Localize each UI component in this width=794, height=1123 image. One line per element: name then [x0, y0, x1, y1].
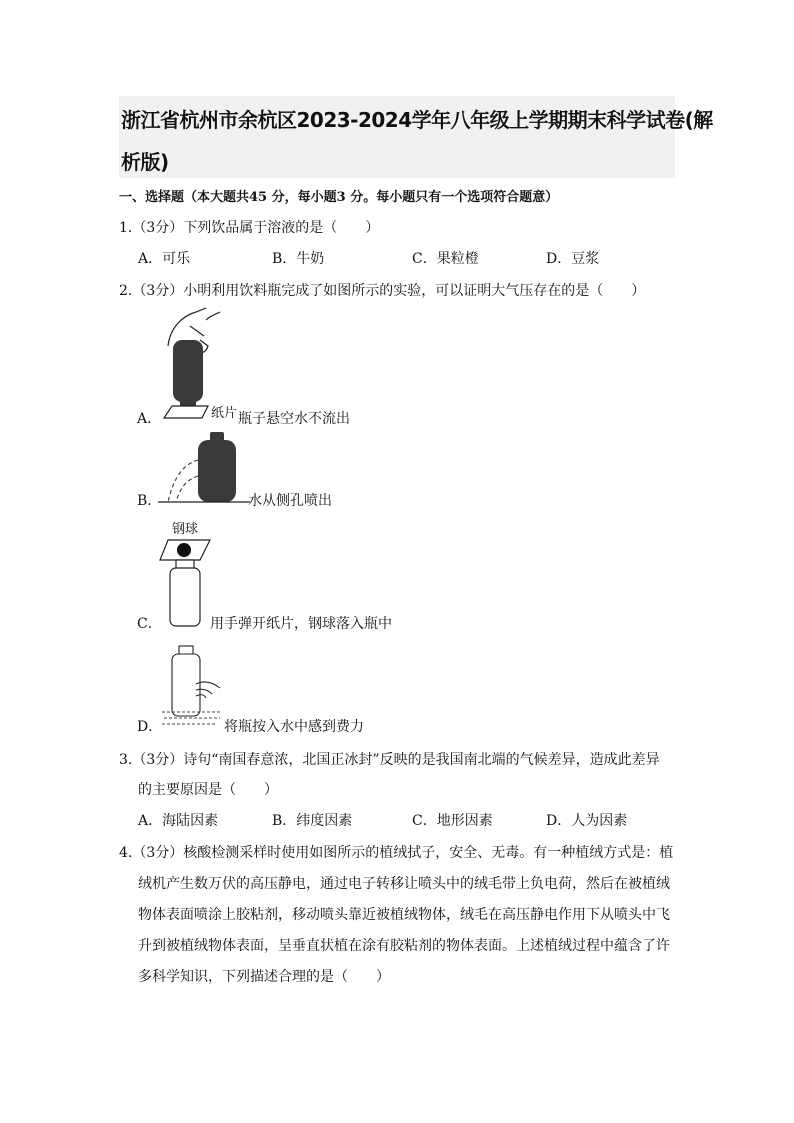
question-1-stem: 1.（3分）下列饮品属于溶液的是（ ）: [119, 220, 380, 236]
question-2-stem: 2.（3分）小明利用饮料瓶完成了如图所示的实验，可以证明大气压存在的是（ ）: [119, 283, 646, 299]
figure-a-paper-label: 纸片: [211, 406, 238, 421]
page-title-line-1: 浙江省杭州市余杭区2023-2024学年八年级上学期期末科学试卷(解: [121, 108, 713, 132]
question-4-stem-line-4: 升到被植绒物体表面，呈垂直状植在涂有胶粘剂的物体表面。上述植绒过程中蕴含了许: [138, 938, 670, 954]
section-heading: 一、选择题（本大题共45 分，每小题3 分。每小题只有一个选项符合题意）: [119, 190, 559, 205]
question-4-stem-line-2: 绒机产生数万伏的高压静电，通过电子转移让喷头中的绒毛带上负电荷，然后在被植绒: [138, 876, 670, 892]
question-1-option-d: D．豆浆: [546, 251, 600, 267]
page-title-line-2: 析版): [121, 150, 169, 174]
figure-b-caption: 水从侧孔喷出: [248, 493, 332, 509]
figure-c-ball-bottle: [160, 538, 212, 628]
question-1-option-c: C．果粒橙: [412, 251, 479, 267]
question-3-option-a: A．海陆因素: [138, 813, 219, 829]
question-2-option-b-letter: B．: [137, 493, 162, 509]
question-2-option-d-letter: D．: [137, 719, 163, 735]
question-3-option-d: D．人为因素: [546, 813, 628, 829]
figure-c-ball-label: 钢球: [172, 522, 199, 537]
question-4-stem-line-3: 物体表面喷涂上胶粘剂，移动喷头靠近被植绒物体，绒毛在高压静电作用下从喷头中飞: [138, 907, 670, 923]
question-3-option-b: B．纬度因素: [272, 813, 353, 829]
question-1-option-a: A．可乐: [138, 251, 191, 267]
question-3-stem-line-2: 的主要原因是（ ）: [138, 782, 278, 798]
figure-a-caption: 瓶子悬空水不流出: [238, 411, 350, 427]
question-4-stem-line-1: 4.（3分）核酸检测采样时使用如图所示的植绒拭子，安全、无毒。有一种植绒方式是：植: [119, 845, 674, 861]
question-2-option-c-letter: C．: [137, 616, 162, 632]
question-3-option-c: C．地形因素: [412, 813, 493, 829]
question-1-option-b: B．牛奶: [272, 251, 325, 267]
question-4-stem-line-5: 多科学知识，下列描述合理的是（ ）: [138, 969, 390, 985]
question-2-option-a-letter: A．: [137, 411, 162, 427]
figure-d-caption: 将瓶按入水中感到费力: [224, 719, 364, 735]
figure-d-bottle-in-water: [160, 644, 224, 730]
figure-b-bottle-spray: [158, 432, 250, 504]
question-3-stem-line-1: 3.（3分）诗句“南国春意浓，北国正冰封”反映的是我国南北端的气候差异，造成此差异: [119, 752, 660, 768]
figure-c-caption: 用手弹开纸片，钢球落入瓶中: [210, 616, 392, 632]
